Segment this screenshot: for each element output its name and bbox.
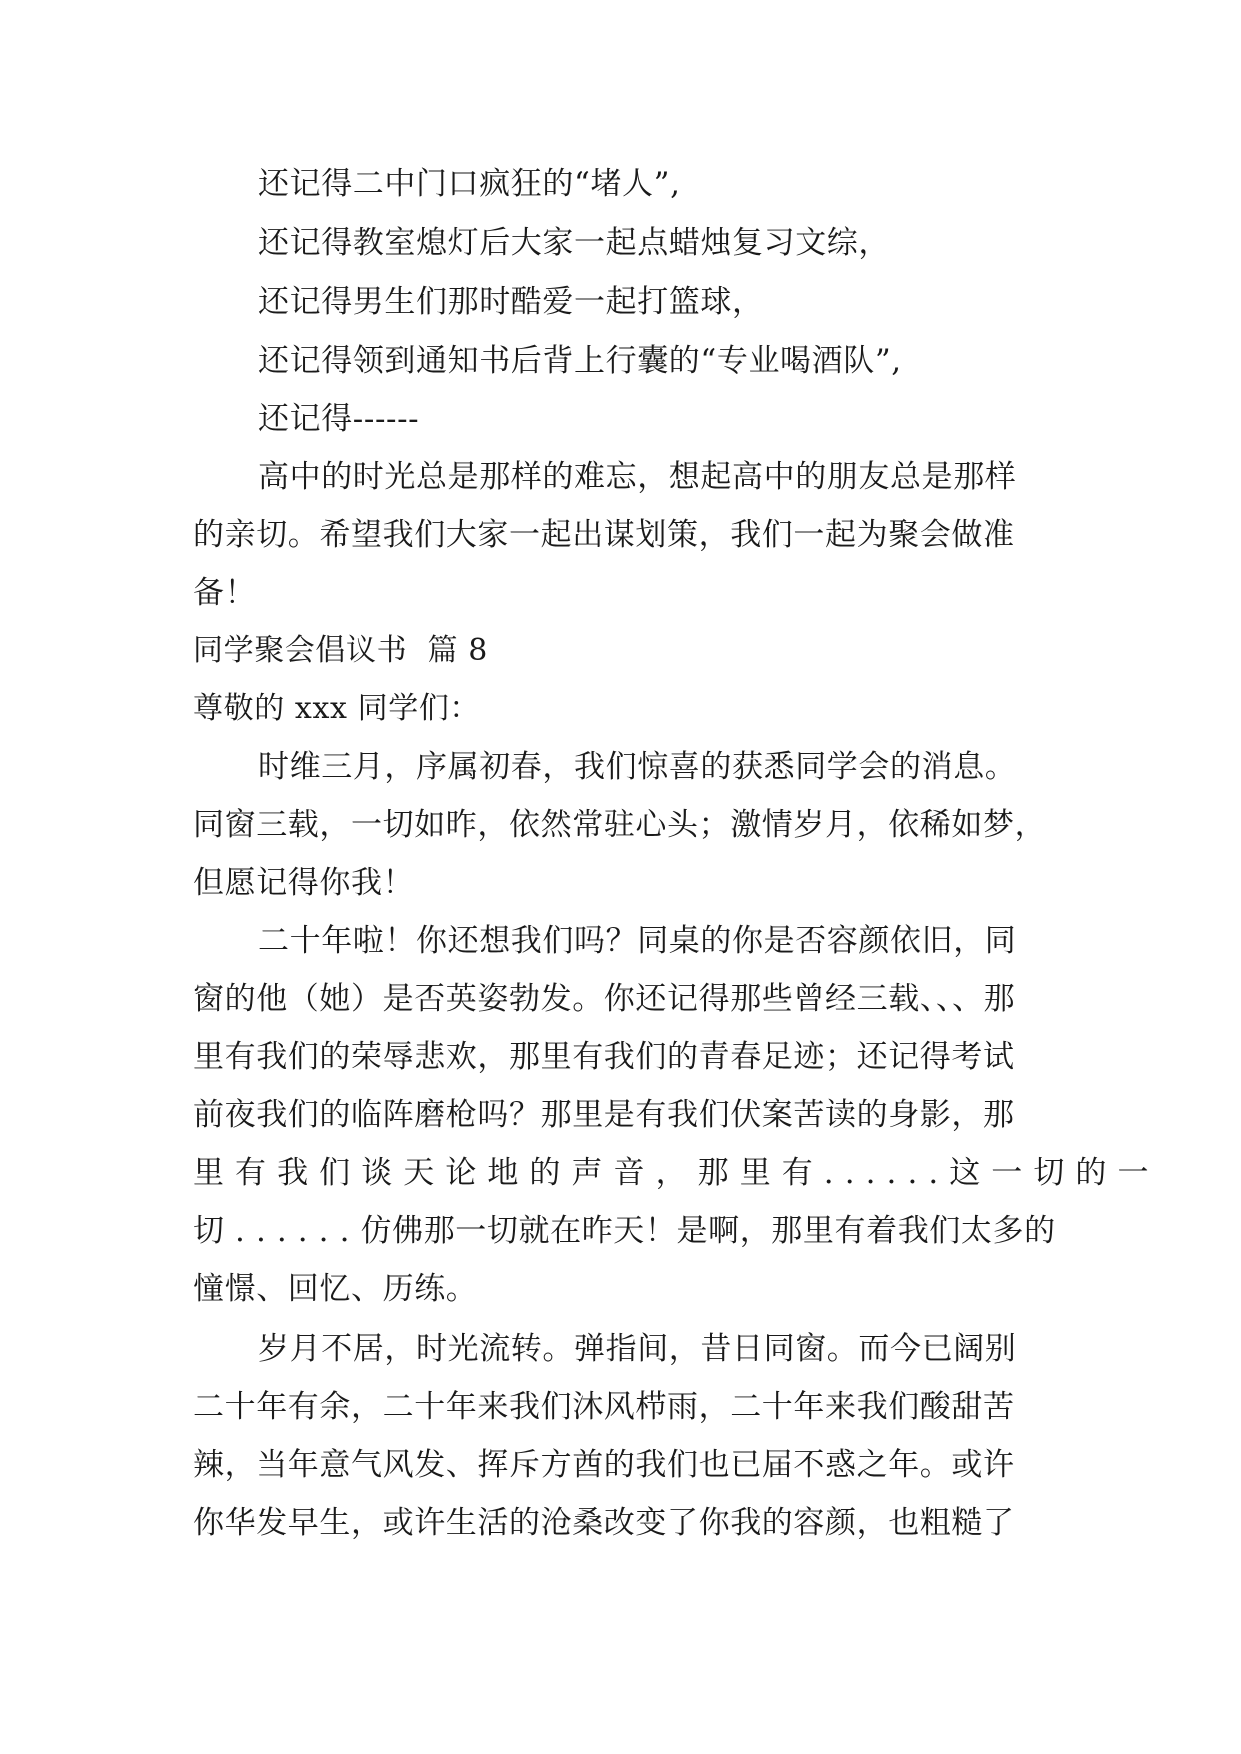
paragraph-line: 高中的时光总是那样的难忘，想起高中的朋友总是那样 xyxy=(258,459,1017,495)
paragraph-line: 里 有 我 们 谈 天 论 地 的 声 音 ， 那 里 有 . . . . . . 这 一 切 的 一 xyxy=(193,1155,1150,1191)
paragraph-line: 前夜我们的临阵磨枪吗？那里是有我们伏案苦读的身影，那 xyxy=(193,1097,1015,1133)
memory-line-1: 还记得二中门口疯狂的“堵人”, xyxy=(258,166,681,202)
paragraph-line: 时维三月，序属初春，我们惊喜的获悉同学会的消息。 xyxy=(258,749,1017,785)
paragraph-line: 二十年有余，二十年来我们沐风栉雨，二十年来我们酸甜苦 xyxy=(193,1389,1015,1425)
paragraph-line: 里有我们的荣辱悲欢，那里有我们的青春足迹；还记得考试 xyxy=(193,1039,1015,1075)
paragraph-line: 但愿记得你我！ xyxy=(193,865,415,901)
paragraph-line: 备！ xyxy=(193,575,257,611)
paragraph-line: 辣，当年意气风发、挥斥方酋的我们也已届不惑之年。或许 xyxy=(193,1447,1015,1483)
salutation: 尊敬的 xxx 同学们： xyxy=(193,691,481,726)
paragraph-line: 同窗三载，一切如昨，依然常驻心头；激情岁月，依稀如梦， xyxy=(193,807,1047,843)
paragraph-line: 憧憬、回忆、历练。 xyxy=(193,1271,478,1307)
paragraph-line: 你华发早生，或许生活的沧桑改变了你我的容颜，也粗糙了 xyxy=(193,1505,1015,1541)
paragraph-line: 岁月不居，时光流转。弹指间，昔日同窗。而今已阔别 xyxy=(258,1331,1017,1367)
memory-line-2: 还记得教室熄灯后大家一起点蜡烛复习文综， xyxy=(258,225,890,261)
paragraph-line: 切 . . . . . . 仿佛那一切就在昨天！是啊，那里有着我们太多的 xyxy=(193,1213,1056,1249)
section-heading: 同学聚会倡议书 篇 8 xyxy=(193,633,488,668)
memory-line-5: 还记得------ xyxy=(258,401,420,437)
paragraph-line: 的亲切。希望我们大家一起出谋划策，我们一起为聚会做准 xyxy=(193,517,1015,553)
memory-line-3: 还记得男生们那时酷爱一起打篮球， xyxy=(258,284,764,320)
paragraph-line: 二十年啦！你还想我们吗？同桌的你是否容颜依旧，同 xyxy=(258,923,1017,959)
paragraph-line: 窗的他（她）是否英姿勃发。你还记得那些曾经三载、、、那 xyxy=(193,981,1016,1017)
memory-line-4: 还记得领到通知书后背上行囊的“专业喝酒队”, xyxy=(258,343,902,379)
